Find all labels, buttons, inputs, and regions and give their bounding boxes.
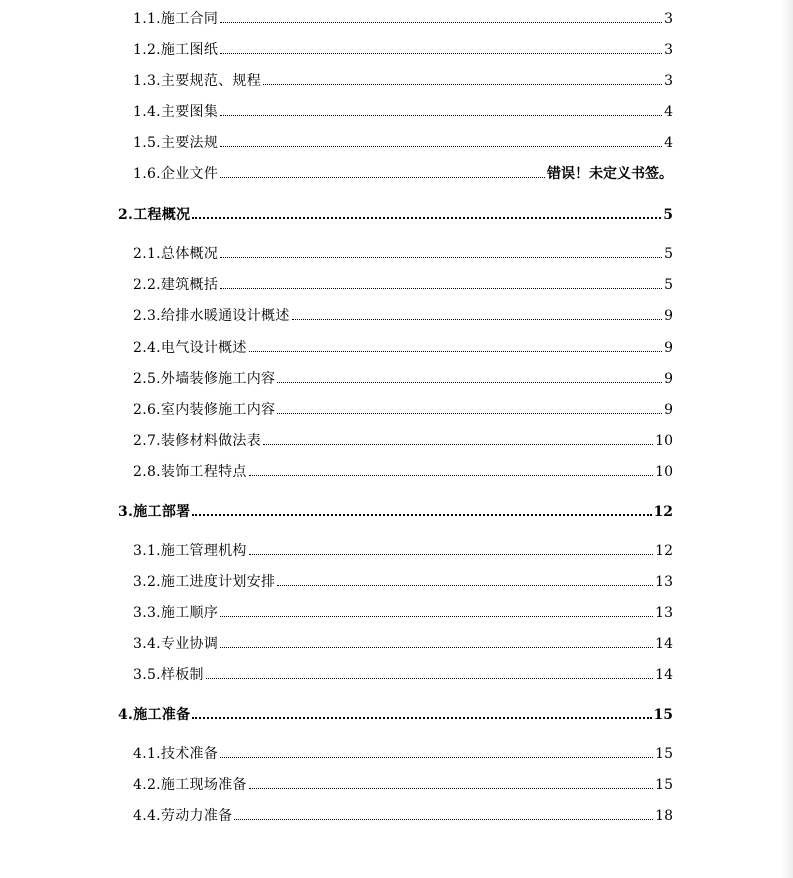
toc-chapter-title: 2.工程概况 bbox=[118, 207, 191, 223]
toc-page-number: 5 bbox=[664, 277, 673, 293]
toc-entry-title: 1.2.施工图纸 bbox=[133, 42, 219, 58]
toc-page-number: 9 bbox=[664, 308, 673, 324]
toc-dot-leader bbox=[292, 319, 662, 320]
toc-entry-title: 2.7.装修材料做法表 bbox=[133, 433, 262, 449]
toc-entry-title: 4.1.技术准备 bbox=[133, 746, 219, 762]
toc-entry[interactable] bbox=[133, 337, 673, 357]
toc-entry-title: 3.5.样板制 bbox=[133, 667, 204, 683]
page-edge-shadow bbox=[781, 0, 793, 878]
toc-entry-title: 3.4.专业协调 bbox=[133, 636, 219, 652]
toc-entry[interactable] bbox=[133, 101, 673, 121]
toc-entry[interactable] bbox=[133, 540, 673, 560]
toc-entry[interactable] bbox=[133, 664, 673, 684]
toc-entry-title: 2.3.给排水暖通设计概述 bbox=[133, 308, 290, 324]
toc-dot-leader bbox=[206, 678, 653, 679]
toc-entry[interactable] bbox=[133, 461, 673, 481]
toc-dot-leader bbox=[220, 257, 662, 258]
toc-page-number: 12 bbox=[655, 543, 673, 559]
toc-page-number: 5 bbox=[663, 207, 673, 223]
toc-dot-leader bbox=[192, 217, 661, 219]
toc-entry-title: 1.4.主要图集 bbox=[133, 104, 219, 120]
toc-entry-title: 2.1.总体概况 bbox=[133, 246, 219, 262]
toc-bookmark-error: 错误！未定义书签。 bbox=[547, 166, 673, 182]
toc-entry-title: 2.8.装饰工程特点 bbox=[133, 464, 247, 480]
toc-entry-title: 1.6.企业文件 bbox=[133, 166, 219, 182]
toc-entry[interactable] bbox=[133, 368, 673, 388]
toc-entry[interactable] bbox=[133, 602, 673, 622]
toc-dot-leader bbox=[220, 22, 662, 23]
toc-page-number: 10 bbox=[655, 433, 673, 449]
toc-chapter-title: 3.施工部署 bbox=[118, 504, 191, 520]
toc-entry[interactable] bbox=[133, 571, 673, 591]
toc-page-number: 15 bbox=[655, 777, 673, 793]
toc-page-number: 15 bbox=[653, 707, 673, 723]
toc-dot-leader bbox=[249, 475, 653, 476]
toc-page-number: 10 bbox=[655, 464, 673, 480]
toc-entry[interactable] bbox=[133, 305, 673, 325]
toc-entry[interactable] bbox=[133, 743, 673, 763]
toc-page-number: 14 bbox=[655, 636, 673, 652]
toc-entry-title: 3.1.施工管理机构 bbox=[133, 543, 247, 559]
toc-entry[interactable] bbox=[133, 274, 673, 294]
toc-dot-leader bbox=[249, 554, 653, 555]
toc-dot-leader bbox=[192, 514, 651, 516]
toc-entry-title: 2.4.电气设计概述 bbox=[133, 340, 247, 356]
toc-page-number: 4 bbox=[664, 135, 673, 151]
toc-entry[interactable] bbox=[133, 8, 673, 28]
toc-entry-title: 2.5.外墙装修施工内容 bbox=[133, 371, 276, 387]
toc-entry[interactable] bbox=[133, 774, 673, 794]
toc-entry-title: 3.3.施工顺序 bbox=[133, 605, 219, 621]
toc-chapter[interactable] bbox=[118, 704, 673, 724]
toc-entry-title: 4.4.劳动力准备 bbox=[133, 808, 233, 824]
toc-page-number: 15 bbox=[655, 746, 673, 762]
toc-entry[interactable] bbox=[133, 633, 673, 653]
toc-dot-leader bbox=[263, 444, 653, 445]
toc-dot-leader bbox=[249, 788, 653, 789]
toc-chapter[interactable] bbox=[118, 204, 673, 224]
toc-dot-leader bbox=[263, 84, 662, 85]
toc-entry-title: 1.3.主要规范、规程 bbox=[133, 73, 262, 89]
toc-entry[interactable] bbox=[133, 163, 673, 183]
toc-dot-leader bbox=[192, 717, 651, 719]
toc-dot-leader bbox=[220, 647, 653, 648]
toc-page-number: 4 bbox=[664, 104, 673, 120]
toc-entry[interactable] bbox=[133, 39, 673, 59]
toc-dot-leader bbox=[249, 351, 662, 352]
toc-entry[interactable] bbox=[133, 243, 673, 263]
toc-entry[interactable] bbox=[133, 399, 673, 419]
toc-page-number: 13 bbox=[655, 605, 673, 621]
toc-dot-leader bbox=[220, 177, 545, 178]
toc-dot-leader bbox=[220, 288, 662, 289]
toc-entry[interactable] bbox=[133, 70, 673, 90]
toc-page-number: 3 bbox=[664, 73, 673, 89]
toc-dot-leader bbox=[220, 53, 662, 54]
toc-page-number: 9 bbox=[664, 371, 673, 387]
toc-page-number: 18 bbox=[655, 808, 673, 824]
toc-entry[interactable] bbox=[133, 430, 673, 450]
toc-dot-leader bbox=[220, 115, 662, 116]
toc-dot-leader bbox=[234, 819, 653, 820]
toc-entry-title: 4.2.施工现场准备 bbox=[133, 777, 247, 793]
toc-dot-leader bbox=[277, 382, 662, 383]
toc-page-number: 5 bbox=[664, 246, 673, 262]
toc-dot-leader bbox=[220, 146, 662, 147]
toc-chapter[interactable] bbox=[118, 501, 673, 521]
toc-entry-title: 1.1.施工合同 bbox=[133, 11, 219, 27]
toc-page-number: 14 bbox=[655, 667, 673, 683]
toc-page-number: 3 bbox=[664, 42, 673, 58]
toc-entry[interactable] bbox=[133, 805, 673, 825]
toc-dot-leader bbox=[220, 757, 653, 758]
toc-entry-title: 1.5.主要法规 bbox=[133, 135, 219, 151]
toc-page-number: 9 bbox=[664, 340, 673, 356]
toc-page-number: 9 bbox=[664, 402, 673, 418]
toc-entry-title: 3.2.施工进度计划安排 bbox=[133, 574, 276, 590]
toc-dot-leader bbox=[277, 585, 653, 586]
toc-page-number: 12 bbox=[653, 504, 673, 520]
toc-page-number: 13 bbox=[655, 574, 673, 590]
toc-dot-leader bbox=[277, 413, 662, 414]
toc-entry[interactable] bbox=[133, 132, 673, 152]
toc-chapter-title: 4.施工准备 bbox=[118, 707, 191, 723]
toc-entry-title: 2.2.建筑概括 bbox=[133, 277, 219, 293]
toc-entry-title: 2.6.室内装修施工内容 bbox=[133, 402, 276, 418]
toc-dot-leader bbox=[220, 616, 653, 617]
toc-page-number: 3 bbox=[664, 11, 673, 27]
